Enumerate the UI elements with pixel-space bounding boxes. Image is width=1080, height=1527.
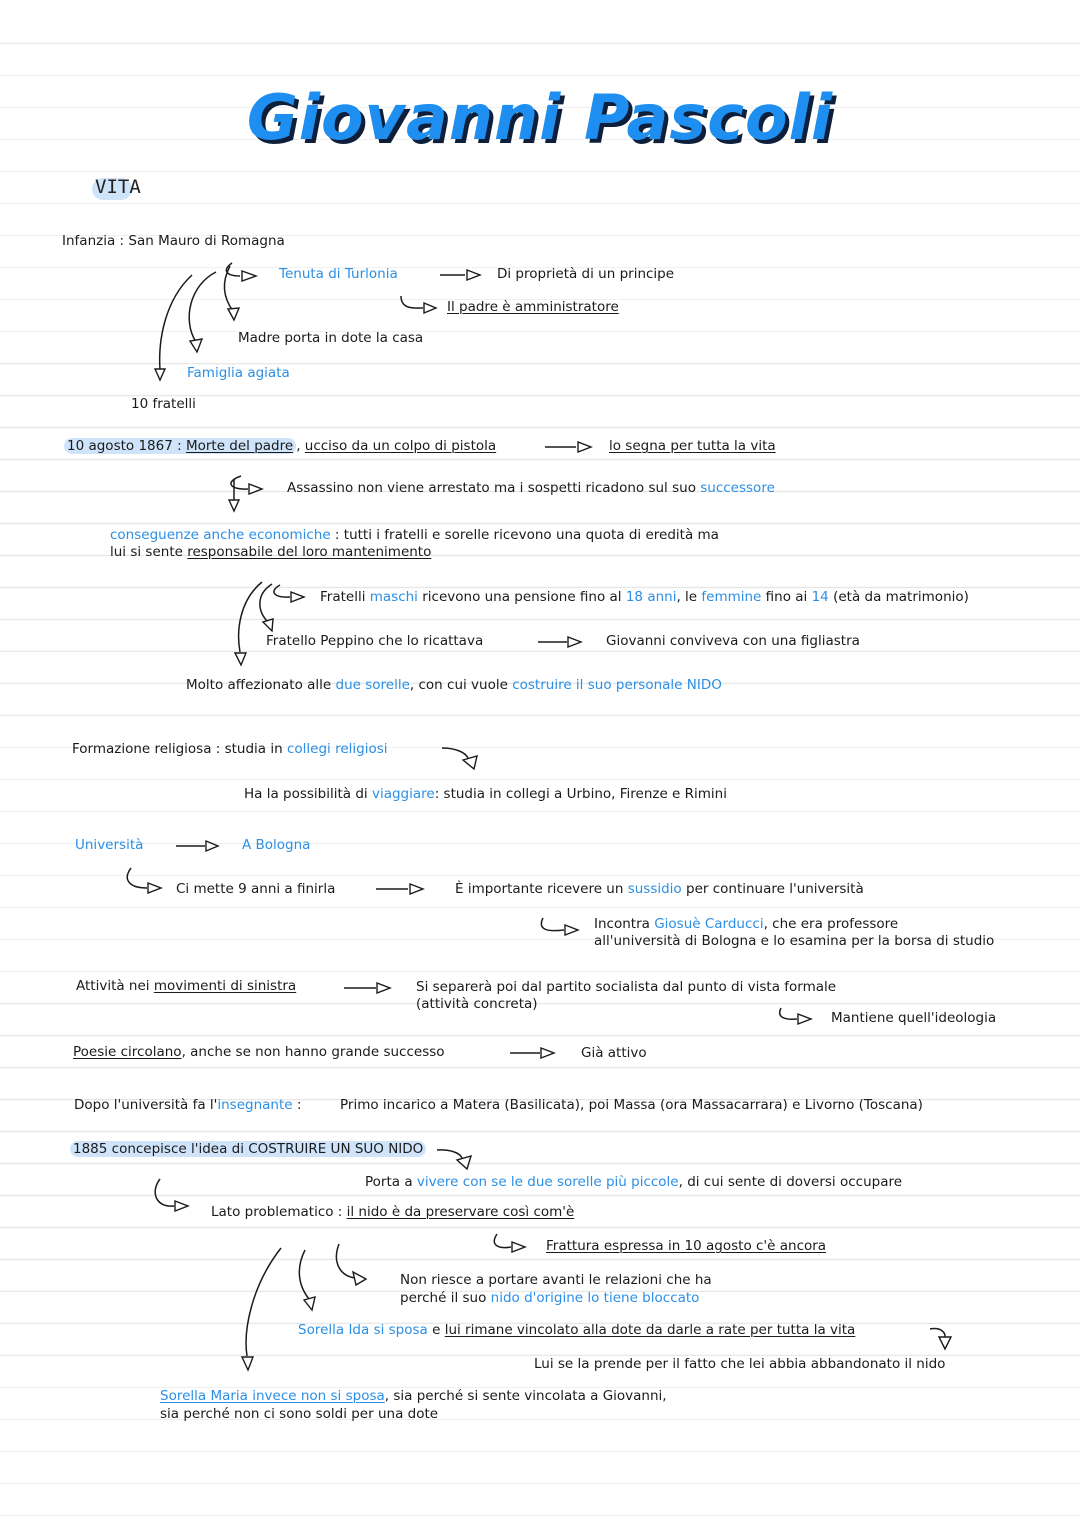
lato-t1: Lato problematico : <box>211 1204 347 1220</box>
successore-text: successore <box>700 480 775 496</box>
infanzia-place: San Mauro di Romagna <box>128 233 285 249</box>
arrowhead-madre <box>228 308 239 320</box>
arrowhead-figliastra <box>568 637 581 647</box>
relazioni-line1: Non riesce a portare avanti le relazioni che ha <box>400 1272 712 1288</box>
poesie-t2: , anche se non hanno grande successo <box>181 1044 445 1060</box>
pensione-maschi: maschi <box>369 589 418 605</box>
arrowhead-sussidio <box>410 884 423 894</box>
arrow-padre <box>401 296 423 308</box>
arrowhead-padre <box>424 303 436 313</box>
conseguenze-responsabile: responsabile del loro mantenimento <box>187 544 432 560</box>
pensione-t2: ricevono una pensione fino al <box>417 589 626 605</box>
arrow-maria <box>246 1248 281 1356</box>
famiglia-note: Famiglia agiata <box>187 365 290 381</box>
rel-t1: perché il suo <box>400 1290 491 1306</box>
attivo-note: Già attivo <box>581 1045 647 1061</box>
arrowhead-separera <box>377 983 390 993</box>
arrowhead-incontra <box>565 925 578 935</box>
incarico-note: Primo incarico a Matera (Basilicata), poi Massa (ora Massacarrara) e Livorno (Toscana) <box>340 1097 923 1113</box>
ins-blue: insegnante <box>217 1097 293 1113</box>
sussidio-blue: sussidio <box>627 881 682 897</box>
arrowhead-proprieta <box>467 270 480 280</box>
att-t1: Attività nei <box>76 978 154 994</box>
aff-t2: , con cui vuole <box>409 677 513 693</box>
ida-prende-note: Lui se la prende per il fatto che lei abbia abbandonato il nido <box>534 1356 946 1372</box>
page-title: Giovanni Pascoli <box>246 81 834 154</box>
aff-t1: Molto affezionato alle <box>186 677 336 693</box>
arrowhead-affezionato <box>235 653 246 665</box>
arrowhead-lato <box>175 1201 188 1211</box>
inc-carducci: Giosuè Carducci <box>654 916 764 932</box>
separera-note: Si separerà poi dal partito socialista dal punto di vista formale <box>416 979 837 995</box>
viag-blue: viaggiare <box>371 786 435 802</box>
arrowhead-bologna <box>206 841 218 851</box>
pensione-t4: fino ai <box>761 589 812 605</box>
arrowhead-tenuta <box>242 271 256 281</box>
concreta-note: (attività concreta) <box>416 996 538 1012</box>
arrow-anni <box>127 868 147 888</box>
arrow-peppino <box>260 584 272 622</box>
arrow-frattura <box>494 1234 511 1248</box>
madre-note: Madre porta in dote la casa <box>238 330 424 346</box>
arrowhead-relazioni <box>353 1272 366 1285</box>
conseguenze-text: : tutti i fratelli e sorelle ricevono una quota di eredità ma <box>330 527 719 543</box>
pensione-14: 14 <box>811 589 829 605</box>
lato-t2: il nido è da preservare così com'è <box>346 1204 575 1220</box>
arrowhead-assassino <box>249 484 262 494</box>
arrowhead-frattura <box>512 1242 525 1252</box>
arrow-nido-porta <box>437 1150 462 1158</box>
fratelli-note: 10 fratelli <box>131 396 196 412</box>
arrow-relazioni <box>336 1244 355 1278</box>
segna-note: lo segna per tutta la vita <box>609 438 776 454</box>
maria-t2: , sia perché si sente vincolata a Giovanni, <box>384 1388 667 1404</box>
bologna-note: A Bologna <box>242 837 311 853</box>
ida-t1: Sorella Ida si sposa <box>298 1322 428 1338</box>
pensione-18: 18 anni <box>625 589 677 605</box>
maria-t1: Sorella Maria invece non si sposa <box>160 1388 385 1404</box>
assassino-text: Assassino non viene arrestato ma i sospetti ricadono sul suo <box>287 480 701 496</box>
arrowhead-nido-porta <box>457 1156 471 1169</box>
ideologia-note: Mantiene quell'ideologia <box>831 1010 997 1026</box>
inc-t2: , che era professore <box>763 916 899 932</box>
pensione-t5: (età da matrimonio) <box>828 589 969 605</box>
arrowhead-famiglia <box>190 339 202 352</box>
pensione-femmine: femmine <box>701 589 762 605</box>
infanzia-label: Infanzia : <box>62 233 129 249</box>
sussidio-t1: È importante ricevere un <box>455 881 628 897</box>
aff-nido: costruire il suo personale NIDO <box>512 677 722 693</box>
section-heading: VITA <box>95 176 141 198</box>
arrowhead-viaggiare <box>463 756 477 769</box>
arrowhead-conseguenze <box>229 500 239 511</box>
porta-blue: vivere con se le due sorelle più piccole <box>416 1174 679 1190</box>
pensione-t3: , le <box>676 589 702 605</box>
viag-t2: : studia in collegi a Urbino, Firenze e Rimini <box>434 786 727 802</box>
arrowhead-ida <box>304 1297 315 1310</box>
viag-t1: Ha la possibilità di <box>244 786 372 802</box>
arrow-incontra <box>541 918 564 931</box>
formazione-label: Formazione religiosa : studia in <box>72 741 287 757</box>
rel-blue: nido d'origine lo tiene bloccato <box>490 1290 700 1306</box>
arrow-affezionato <box>239 582 262 652</box>
inc-t1: Incontra <box>594 916 655 932</box>
maria-line2: sia perché non ci sono soldi per una dote <box>160 1406 439 1422</box>
arrow-ideologia <box>780 1008 797 1019</box>
sussidio-t2: per continuare l'università <box>681 881 864 897</box>
pensione-t1: Fratelli <box>320 589 370 605</box>
porta-t1: Porta a <box>365 1174 417 1190</box>
ins-t2: : <box>292 1097 302 1113</box>
arrow-ida <box>299 1250 309 1299</box>
proprieta-note: Di proprietà di un principe <box>497 266 675 282</box>
incontra-line2: all'università di Bologna e lo esamina per la borsa di studio <box>594 933 995 949</box>
universita-label: Università <box>75 837 144 853</box>
morte-sep: , <box>296 438 305 454</box>
arrow-famiglia <box>189 272 216 342</box>
poesie-t1: Poesie circolano <box>73 1044 182 1060</box>
aff-sorelle: due sorelle <box>335 677 410 693</box>
arrowhead-segna <box>578 442 591 452</box>
arrow-madre <box>224 266 233 311</box>
peppino-note: Fratello Peppino che lo ricattava <box>266 633 484 649</box>
conseguenze-label: conseguenze anche economiche <box>110 527 331 543</box>
arrowhead-attivo <box>541 1048 554 1058</box>
nido-title-text: 1885 concepisce l'idea di COSTRUIRE UN SUO NIDO <box>70 1141 426 1157</box>
arrowhead-maria <box>242 1357 253 1370</box>
arrowhead-ideologia <box>798 1014 811 1024</box>
figliastra-note: Giovanni conviveva con una figliastra <box>606 633 860 649</box>
frattura-note: Frattura espressa in 10 agosto c'è ancora <box>546 1238 827 1254</box>
morte-cause: ucciso da un colpo di pistola <box>304 438 497 454</box>
att-movimenti: movimenti di sinistra <box>153 978 297 994</box>
arrow-pensione <box>274 585 290 597</box>
ins-t1: Dopo l'università fa l' <box>74 1097 218 1113</box>
tenuta-note: Tenuta di Turlonia <box>279 266 398 282</box>
morte-date: 10 agosto 1867 : <box>67 438 186 454</box>
arrowhead-peppino <box>263 619 273 631</box>
arrowhead-fratelli <box>155 369 165 380</box>
arrow-lato <box>155 1179 174 1206</box>
arrowhead-anni <box>148 883 161 893</box>
ida-t2: e <box>427 1322 445 1338</box>
arrow-viaggiare <box>442 748 468 758</box>
formazione-collegi: collegi religiosi <box>286 741 388 757</box>
padre-note: Il padre è amministratore <box>447 299 619 315</box>
anni-note: Ci mette 9 anni a finirla <box>176 881 336 897</box>
conseguenze-text2: lui si sente <box>110 544 188 560</box>
morte-text: Morte del padre <box>185 438 294 454</box>
porta-t2: , di cui sente di doversi occupare <box>678 1174 903 1190</box>
ida-t3: lui rimane vincolato alla dote da darle a rate per tutta la vita <box>444 1322 856 1338</box>
arrow-fratelli <box>160 275 192 370</box>
arrowhead-pensione <box>291 592 304 602</box>
arrowhead-ida-prende <box>939 1337 951 1349</box>
